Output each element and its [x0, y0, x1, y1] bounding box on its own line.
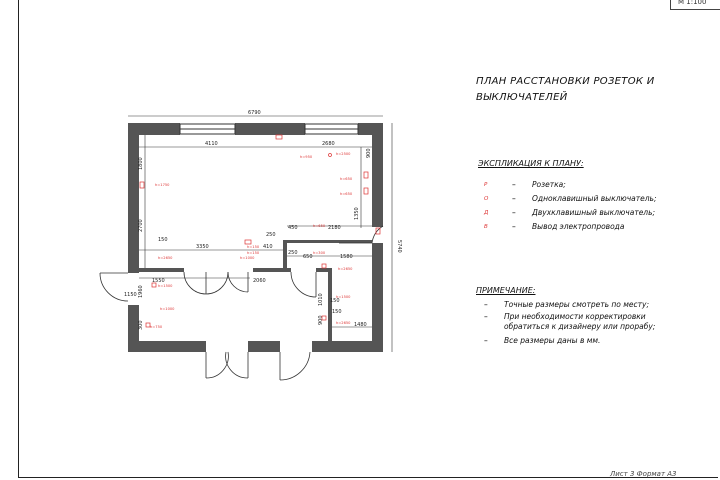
dim-label: 1480	[354, 322, 367, 328]
dim-label: 410	[263, 244, 273, 250]
wall-bottom-right	[312, 341, 383, 352]
socket-symbol	[364, 188, 368, 194]
dim-label: 1010	[318, 293, 324, 306]
height-label: h=2650	[338, 267, 353, 271]
note-text: Все размеры даны в мм.	[504, 336, 601, 345]
dim-label: 1800	[138, 157, 144, 170]
legend-label: Двухклавишный выключатель;	[532, 208, 656, 217]
height-label: h=650	[340, 177, 353, 181]
note-dash: –	[484, 312, 488, 321]
dimension-labels	[124, 110, 402, 330]
height-label: h=150	[247, 251, 260, 255]
note-dash: –	[484, 300, 488, 309]
legend-dash: –	[512, 222, 516, 231]
height-label: h=950	[300, 155, 313, 159]
note-text-line: При необходимости корректировки	[504, 312, 646, 321]
dim-label: 1960	[138, 285, 144, 298]
wall-bottom-left	[128, 341, 206, 352]
plan-title-line-1: ПЛАН РАССТАНОВКИ РОЗЕТОК И	[476, 76, 655, 87]
height-label: h=2650	[158, 256, 173, 260]
height-label: h=2500	[336, 152, 351, 156]
dim-label: 2060	[253, 278, 266, 284]
door-5	[226, 352, 248, 378]
note-dash: –	[484, 336, 488, 345]
dim-label: 5740	[396, 240, 402, 253]
wire-outlet-symbol	[329, 154, 332, 157]
dim-label: 1350	[354, 207, 360, 220]
height-label: h=1500	[158, 284, 173, 288]
door-3	[291, 272, 316, 297]
height-label: h=650	[340, 192, 353, 196]
dim-label: 1150	[124, 292, 137, 298]
socket-symbol	[364, 172, 368, 178]
legend-code: Д	[484, 209, 489, 216]
dim-label: 650	[303, 254, 313, 260]
notes-heading: ПРИМЕЧАНИЕ:	[476, 286, 536, 295]
note-text: Точные размеры смотреть по месту;	[504, 300, 650, 309]
legend-dash: –	[512, 208, 516, 217]
dim-label: 150	[158, 237, 168, 243]
height-label: h=300	[313, 251, 326, 255]
legend-heading: ЭКСПЛИКАЦИЯ К ПЛАНУ:	[478, 159, 584, 168]
height-label: h=2650	[336, 321, 351, 325]
legend-code: О	[484, 195, 489, 202]
height-label: h=650	[313, 224, 326, 228]
legend-label: Розетка;	[532, 180, 566, 189]
dim-label: 1550	[152, 278, 165, 284]
dim-label: 300	[138, 320, 144, 330]
door-2	[228, 272, 248, 292]
wall-right-lower	[372, 243, 383, 352]
height-label: h=150	[247, 245, 260, 249]
switch-symbol	[322, 264, 326, 268]
height-label: h=1000	[160, 307, 175, 311]
scale-label: М 1:100	[678, 0, 707, 6]
dim-label: 450	[288, 225, 298, 231]
dim-label: 900	[366, 148, 372, 158]
height-label: h=1500	[336, 295, 351, 299]
door-6	[280, 352, 310, 380]
door-1	[184, 272, 206, 294]
dim-label: 2180	[328, 225, 341, 231]
legend-code: Р	[484, 181, 488, 188]
dim-label: 150	[332, 309, 342, 315]
socket-symbol	[276, 135, 282, 139]
door-4	[206, 352, 228, 378]
dim-label: 3350	[196, 244, 209, 250]
wall-bottom-middle	[248, 341, 280, 352]
legend-label: Вывод электропровода	[532, 222, 625, 231]
dim-label: 2700	[138, 219, 144, 232]
partition-1	[139, 268, 184, 272]
wall-left-upper	[128, 123, 139, 273]
partition-5	[316, 268, 330, 272]
socket-symbol	[140, 182, 144, 188]
doors	[100, 226, 383, 380]
legend-dash: –	[512, 194, 516, 203]
dim-label: 250	[266, 232, 276, 238]
partition-4	[283, 240, 372, 243]
dim-label: 1580	[340, 254, 353, 260]
dim-label: 150	[330, 298, 340, 304]
partition-3	[283, 240, 287, 270]
plan-title-line-2: ВЫКЛЮЧАТЕЛЕЙ	[476, 92, 568, 103]
dim-label: 6790	[248, 110, 261, 116]
dim-label: 4110	[205, 141, 218, 147]
wall-top-middle	[235, 123, 305, 135]
note-text-line: обратиться к дизайнеру или прорабу;	[504, 322, 656, 331]
legend-code: В	[484, 223, 488, 230]
legend-dash: –	[512, 180, 516, 189]
wall-right-upper	[372, 123, 383, 227]
height-label: h=750	[150, 325, 163, 329]
door-1b	[206, 272, 228, 294]
dim-label: 2680	[322, 141, 335, 147]
sheet-footer: Лист 3 Формат А3	[610, 470, 677, 478]
dim-label: 900	[318, 315, 324, 325]
partition-6	[328, 268, 332, 341]
dim-label: 250	[288, 250, 298, 256]
height-label: h=1000	[240, 256, 255, 260]
legend-label: Одноклавишный выключатель;	[532, 194, 657, 203]
switch-symbol	[245, 240, 251, 244]
height-label: h=1750	[155, 183, 170, 187]
dimension-lines	[128, 116, 392, 352]
